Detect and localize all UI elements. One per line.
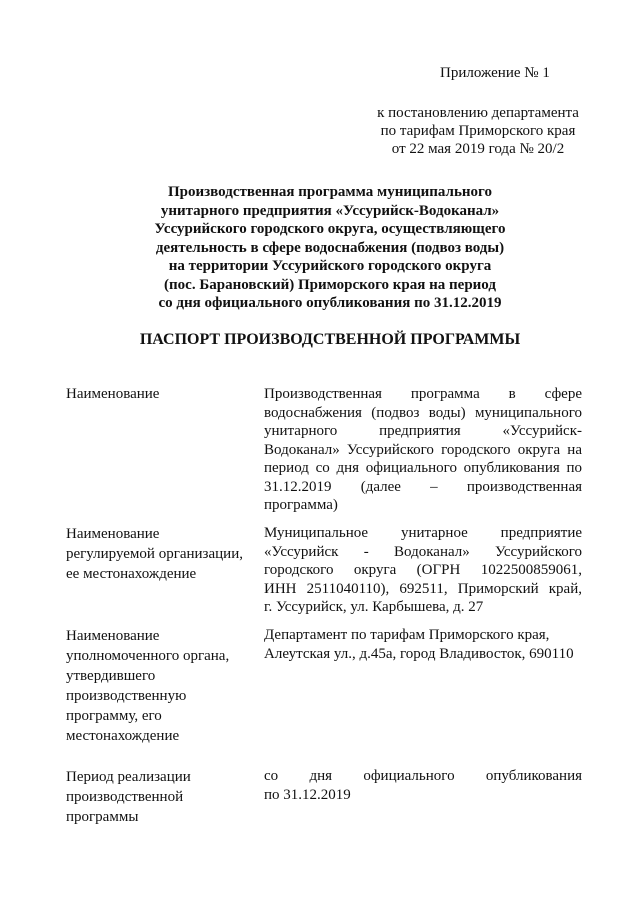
row-value-line: «Уссурийск - Водоканал» Уссурийского	[264, 543, 582, 560]
row-label-line: уполномоченного органа,	[66, 648, 230, 664]
row-label-line: производственной	[66, 789, 184, 805]
row-value-line: ИНН 2511040110), 692511, Приморский край,	[264, 580, 582, 597]
row-label-line: местонахождение	[66, 728, 180, 744]
title-line: на территории Уссурийского городского округа	[168, 258, 492, 274]
row-label-line: Наименование	[66, 526, 160, 542]
row-label-line: ее местонахождение	[66, 566, 197, 582]
row-value-line: Алеутская ул., д.45а, город Владивосток, 690110	[264, 645, 574, 662]
row-value-line: программа)	[264, 497, 338, 513]
decree-reference-line: от 22 мая 2019 года № 20/2	[391, 141, 565, 157]
decree-reference	[372, 104, 584, 158]
row-value	[264, 767, 582, 804]
row-value-line: унитарного предприятия «Уссурийск-	[264, 423, 582, 439]
row-value-line: Водоканал» Уссурийского городского округа на	[264, 441, 582, 458]
row-value-line: Производственная программа в сфере	[264, 386, 582, 402]
row-value-line: городского округа (ОГРН 1022500859061,	[264, 562, 582, 578]
passport-heading: ПАСПОРТ ПРОИЗВОДСТВЕННОЙ ПРОГРАММЫ	[139, 331, 521, 348]
row-value-line: водоснабжения (подвоз воды) муниципального	[264, 404, 582, 421]
row-label	[66, 626, 251, 746]
decree-reference-line: по тарифам Приморского края	[380, 123, 576, 139]
row-value-line: Муниципальное унитарное предприятие	[264, 525, 582, 541]
title-line: Производственная программа муниципального	[168, 184, 492, 200]
row-label-line: Наименование	[66, 628, 160, 644]
annex-number: Приложение № 1	[440, 65, 550, 81]
title-line: унитарного предприятия «Уссурийск-Водоканал»	[160, 202, 500, 219]
row-value-line: Департамент по тарифам Приморского края,	[264, 627, 550, 643]
row-label	[66, 767, 251, 827]
row-label-line: Период реализации	[66, 769, 191, 785]
row-value	[264, 385, 582, 515]
row-value-line: по 31.12.2019	[264, 786, 351, 803]
row-label-line: Наименование	[66, 386, 160, 402]
row-label-line: программу, его	[66, 708, 162, 724]
row-label	[66, 385, 251, 404]
row-label	[66, 524, 251, 584]
title-line: Уссурийского городского округа, осуществляющего	[154, 221, 506, 237]
row-value	[264, 626, 582, 663]
title-line: деятельность в сфере водоснабжения (подвоз воды)	[155, 239, 505, 256]
row-label-line: регулируемой организации,	[66, 546, 243, 562]
row-label-line: программы	[66, 809, 139, 825]
title-line: со дня официального опубликования по 31.12.2019	[158, 295, 502, 311]
row-value-line: период со дня официального опубликования по	[264, 460, 582, 476]
title-line: (пос. Барановский) Приморского края на период	[164, 276, 496, 293]
row-label-line: утвердившего	[66, 668, 156, 684]
row-value-line: г. Уссурийск, ул. Карбышева, д. 27	[264, 599, 484, 615]
row-value-line: со дня официального опубликования	[264, 768, 582, 784]
row-value-line: 31.12.2019 (далее – производственная	[264, 478, 582, 495]
row-label-line: производственную	[66, 688, 187, 704]
decree-reference-line: к постановлению департамента	[377, 105, 579, 121]
row-value	[264, 524, 582, 617]
document-title	[120, 183, 540, 313]
